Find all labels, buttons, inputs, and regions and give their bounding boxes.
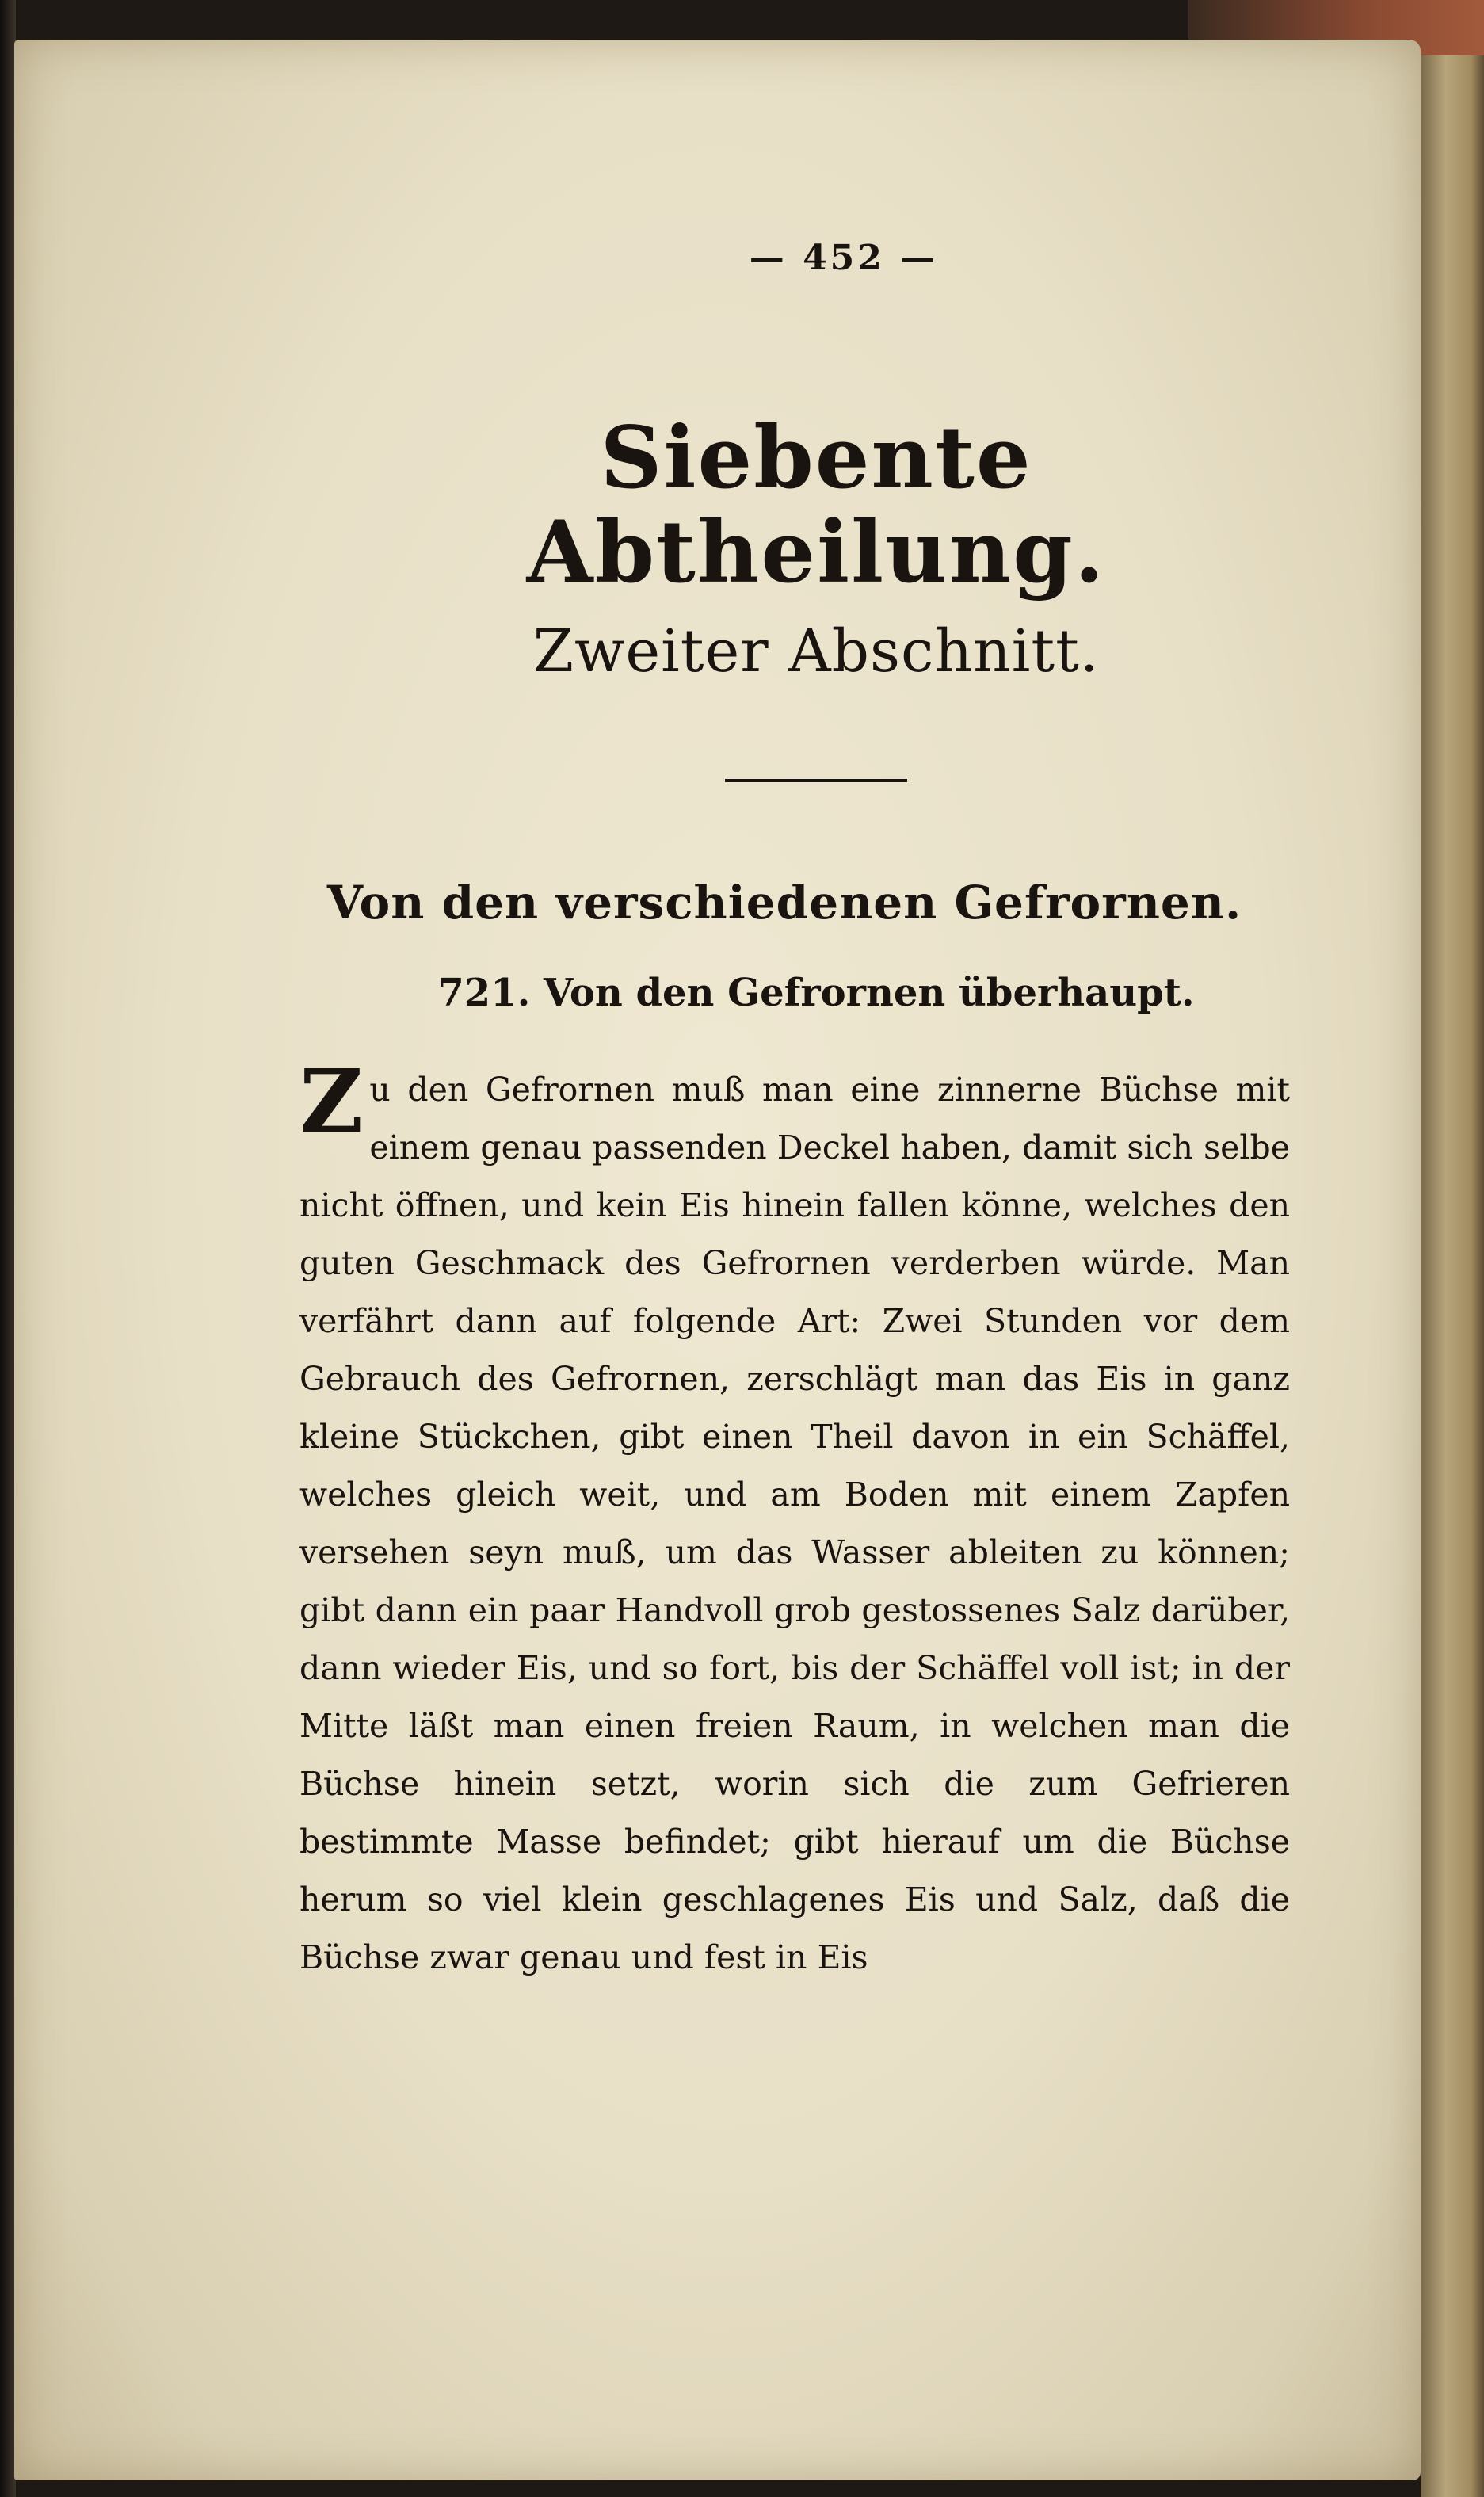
divider-rule [725,779,907,782]
body-text: u den Gefrornen muß man eine zinnerne Büchse mit einem genau passenden Deckel haben, damit sich selbe nicht öffnen, und kein Eis hinein fallen könne, welches den guten Geschmack des Gefrornen verderben würde. Man verfährt dann auf folgende Art: Zwei Stunden vor dem Gebrauch des Gefrornen, zerschlägt man das Eis in ganz kleine Stückchen, gibt einen Theil davon in ein Schäffel, welches gleich weit, und am Boden mit einem Zapfen versehen seyn muß, um das Wasser ableiten zu können; gibt dann ein paar Handvoll grob gestossenes Salz darüber, dann wieder Eis, und so fort, bis der Schäffel voll ist; in der Mitte läßt man einen freien Raum, in welchen man die Büchse hinein setzt, worin sich die zum Gefrieren bestimmte Masse befindet; gibt hierauf um die Büchse herum so viel klein geschlagenes Eis und Salz, daß die Büchse zwar genau und fest in Eis [299,1070,1290,1976]
page-number: — 452 — [749,238,939,278]
page-content [299,238,1323,1987]
drop-cap: Z [299,1049,364,1152]
adjacent-page-edge [1421,55,1484,2497]
section-title: Zweiter Abschnitt. [532,617,1100,685]
page-shadow-edge [0,0,16,2497]
item-heading: 721. Von den Gefrornen überhaupt. [437,970,1195,1015]
part-title: Siebente Abtheilung. [526,408,1106,602]
chapter-title: Von den verschiedenen Gefrornen. [326,875,1242,930]
body-paragraph [299,1049,1290,1987]
